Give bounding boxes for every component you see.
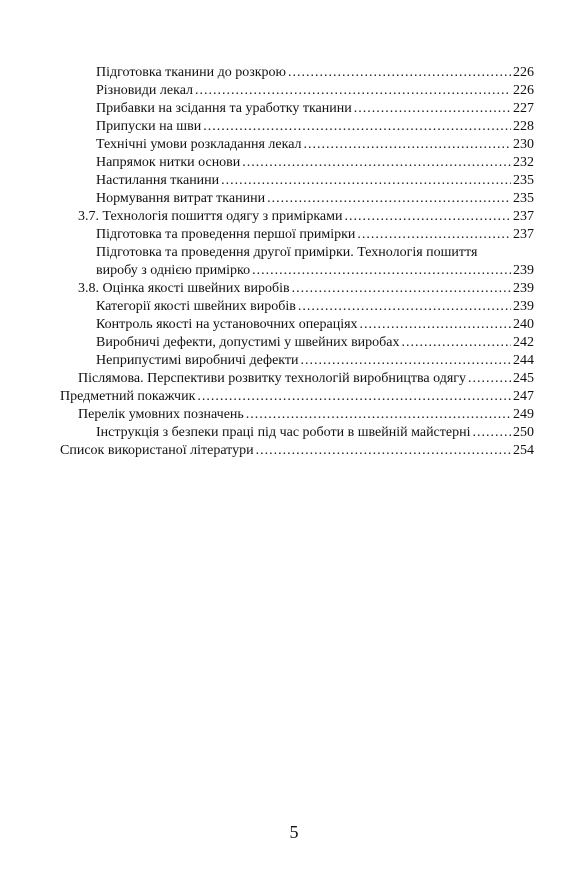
toc-leader-dots: [252, 262, 511, 280]
toc-entry-page: 240: [513, 317, 534, 332]
toc-leader-dots: [242, 154, 511, 172]
toc-entry-title: Предметний покажчик: [60, 389, 196, 404]
toc-entry: [96, 118, 534, 136]
toc-leader-dots: [195, 82, 511, 100]
toc-leader-dots: [304, 136, 511, 154]
toc-entry-page: 230: [513, 137, 534, 152]
toc-entry: [96, 424, 534, 442]
toc-entry-page: 242: [513, 335, 534, 350]
toc-leader-dots: [197, 388, 511, 406]
page-number: 5: [289, 822, 299, 842]
toc-entry-page: 228: [513, 119, 534, 134]
toc-entry-title: Перелік умовних позначень: [78, 407, 244, 422]
toc-entry-title: Інструкція з безпеки праці під час роботи в швейній майстерні: [96, 425, 471, 440]
toc-leader-dots: [345, 208, 512, 226]
toc-leader-dots: [267, 190, 511, 208]
toc-entry-title: Контроль якості на установочних операціях: [96, 317, 358, 332]
toc-entry-page: 239: [513, 262, 534, 278]
toc-leader-dots: [246, 406, 511, 424]
toc-section-entry: [78, 370, 534, 388]
toc-entry: [96, 190, 534, 208]
toc-entry-page: 247: [513, 389, 534, 404]
toc-entry-title: Післямова. Перспективи розвитку технологій виробництва одягу: [78, 371, 466, 386]
toc-entry-page: 227: [513, 101, 534, 116]
toc-entry-page: 226: [513, 83, 534, 98]
toc-entry-title-continued: виробу з однією примірко: [96, 262, 251, 278]
toc-entry-page: 244: [513, 353, 534, 368]
toc-entry-title: Підготовка та проведення першої примірки: [96, 227, 356, 242]
toc-leader-dots: [298, 298, 511, 316]
toc-section-entry: [78, 208, 534, 226]
toc-entry-title: Нормування витрат тканини: [96, 191, 266, 206]
toc-entry-title: Настилання тканини: [96, 173, 220, 188]
toc-entry-page: 232: [513, 155, 534, 170]
toc-entry-page: 239: [513, 281, 534, 296]
toc-chapter-entry: [60, 442, 534, 460]
toc-entry-title: Припуски на шви: [96, 119, 202, 134]
toc-entry: [96, 82, 534, 100]
toc-entry: [96, 154, 534, 172]
toc-section-entry: [78, 406, 534, 424]
toc-leader-dots: [360, 316, 511, 334]
toc-entry: [96, 226, 534, 244]
toc-entry-title: 3.7. Технологія пошиття одягу з примірками: [78, 209, 343, 224]
toc-entry-page: 239: [513, 299, 534, 314]
toc-entry-title: Технічні умови розкладання лекал: [96, 137, 302, 152]
toc-entry-title: Категорії якості швейних виробів: [96, 299, 296, 314]
toc-entry: [96, 352, 534, 370]
toc-entry-page: 235: [513, 191, 534, 206]
toc-entry: [96, 136, 534, 154]
toc-entry-page: 249: [513, 407, 534, 422]
toc-leader-dots: [473, 424, 512, 442]
toc-entry-page: 250: [513, 425, 534, 440]
toc-entry: [96, 334, 534, 352]
toc-entry: [96, 172, 534, 190]
toc-leader-dots: [468, 370, 511, 388]
toc-entry-page: 226: [513, 65, 534, 80]
toc-entry-title: Підготовка та проведення другої примірки. Технологія пошиття: [96, 245, 478, 260]
toc-entry-page: 237: [513, 209, 534, 224]
toc-entry-title: Виробничі дефекти, допустимі у швейних виробах: [96, 335, 400, 350]
toc-leader-dots: [203, 118, 511, 136]
toc-entry-title: Неприпустимі виробничі дефекти: [96, 353, 299, 368]
toc-entry-title: Список використаної літератури: [60, 443, 254, 458]
toc-leader-dots: [292, 280, 511, 298]
toc-entry: [96, 298, 534, 316]
toc-entry: [96, 64, 534, 82]
toc-leader-dots: [354, 100, 511, 118]
toc-entry-title: 3.8. Оцінка якості швейних виробів: [78, 281, 290, 296]
toc-leader-dots: [357, 226, 511, 244]
toc-leader-dots: [288, 64, 511, 82]
toc-entry: [96, 244, 534, 279]
toc-entry-title: Напрямок нитки основи: [96, 155, 241, 170]
toc-entry-title: Різновиди лекал: [96, 83, 194, 98]
toc-section-entry: [78, 280, 534, 298]
toc-entry-title: Прибавки на зсідання та уработку тканини: [96, 101, 352, 116]
toc-leader-dots: [402, 334, 511, 352]
toc-entry-page: 235: [513, 173, 534, 188]
toc-leader-dots: [301, 352, 511, 370]
toc-entry: [96, 100, 534, 118]
toc-leader-dots: [256, 442, 511, 460]
toc-entry-page: 237: [513, 227, 534, 242]
toc-entry-title: Підготовка тканини до розкрою: [96, 65, 286, 80]
toc-entry-page: 245: [513, 371, 534, 386]
toc-leader-dots: [221, 172, 511, 190]
toc-entry: [96, 316, 534, 334]
toc-entry-page: 254: [513, 443, 534, 458]
toc-chapter-entry: [60, 388, 534, 406]
